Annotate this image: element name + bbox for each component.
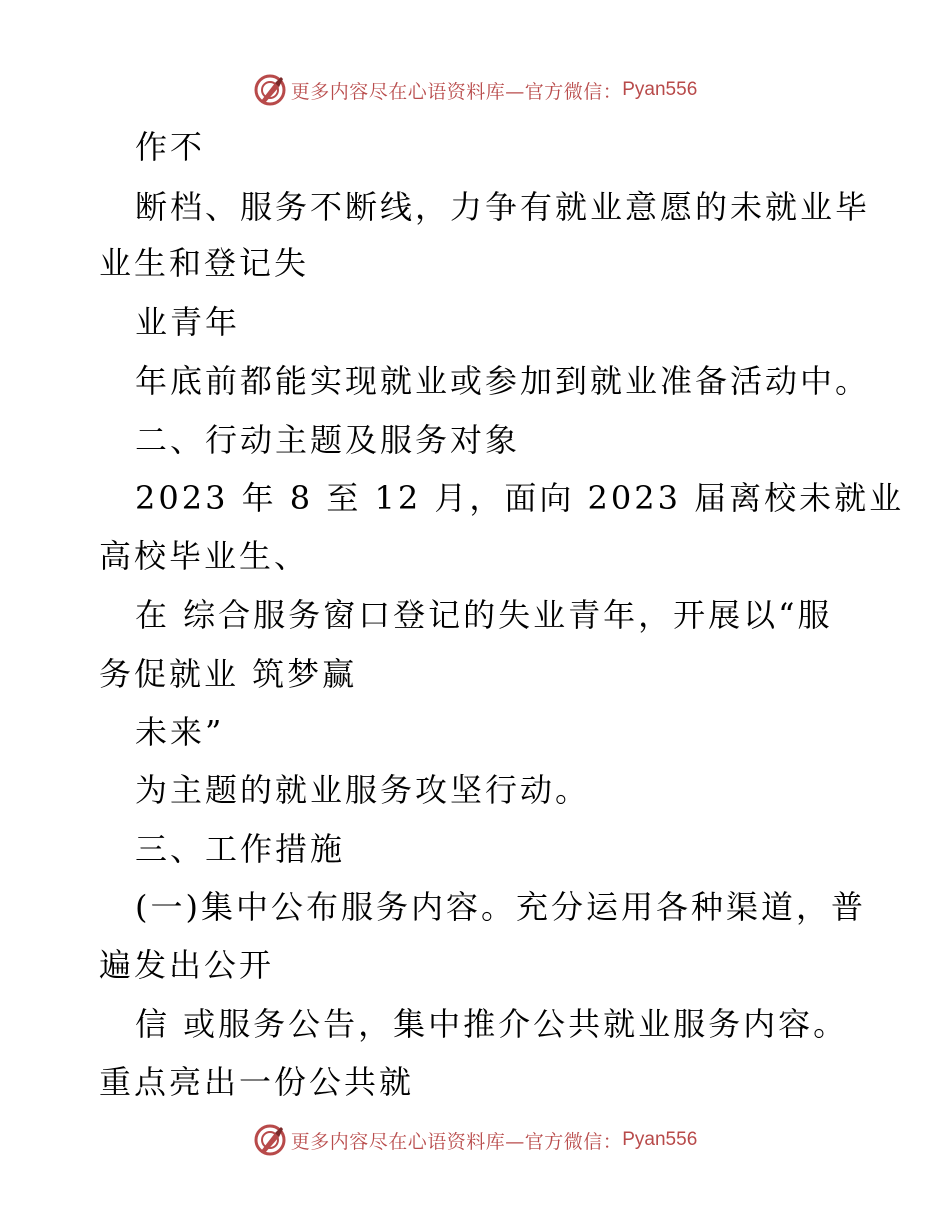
text-line: (一)集中公布服务内容。充分运用各种渠道，普 [135,888,866,926]
text-line: 在 综合服务窗口登记的失业青年，开展以“服 [135,596,833,634]
text-line: 信 或服务公告，集中推介公共就业服务内容。 [135,1005,849,1043]
text-line: 2023 年 8 至 12 月，面向 2023 届离校未就业 [135,479,905,517]
banner-text: 更多内容尽在心语资料库—官方微信： [290,80,623,103]
text-line: 务促就业 筑梦赢 [99,655,358,693]
text-line: 遍发出公开 [99,946,275,984]
banner-wechat-id: Pyan556 [622,79,698,100]
header-banner [0,70,950,110]
pen-nib-logo-icon [253,73,287,107]
pen-nib-logo-icon [253,1123,287,1157]
text-line: 年底前都能实现就业或参加到就业准备活动中。 [135,362,871,400]
text-line: 作不 [135,128,206,166]
banner-wechat-id: Pyan556 [622,1129,698,1150]
section-heading: 二、行动主题及服务对象 [135,421,521,459]
banner-text: 更多内容尽在心语资料库—官方微信： [290,1130,623,1153]
text-line: 为主题的就业服务攻坚行动。 [135,771,591,809]
footer-banner [0,1120,950,1160]
section-heading: 三、工作措施 [135,830,346,868]
text-line: 断档、服务不断线，力争有就业意愿的未就业毕 [135,188,871,226]
text-line: 重点亮出一份公共就 [99,1063,415,1101]
text-line: 未来” [135,713,225,751]
text-line: 业青年 [135,303,241,341]
text-line: 业生和登记失 [99,244,310,282]
text-line: 高校毕业生、 [99,537,310,575]
